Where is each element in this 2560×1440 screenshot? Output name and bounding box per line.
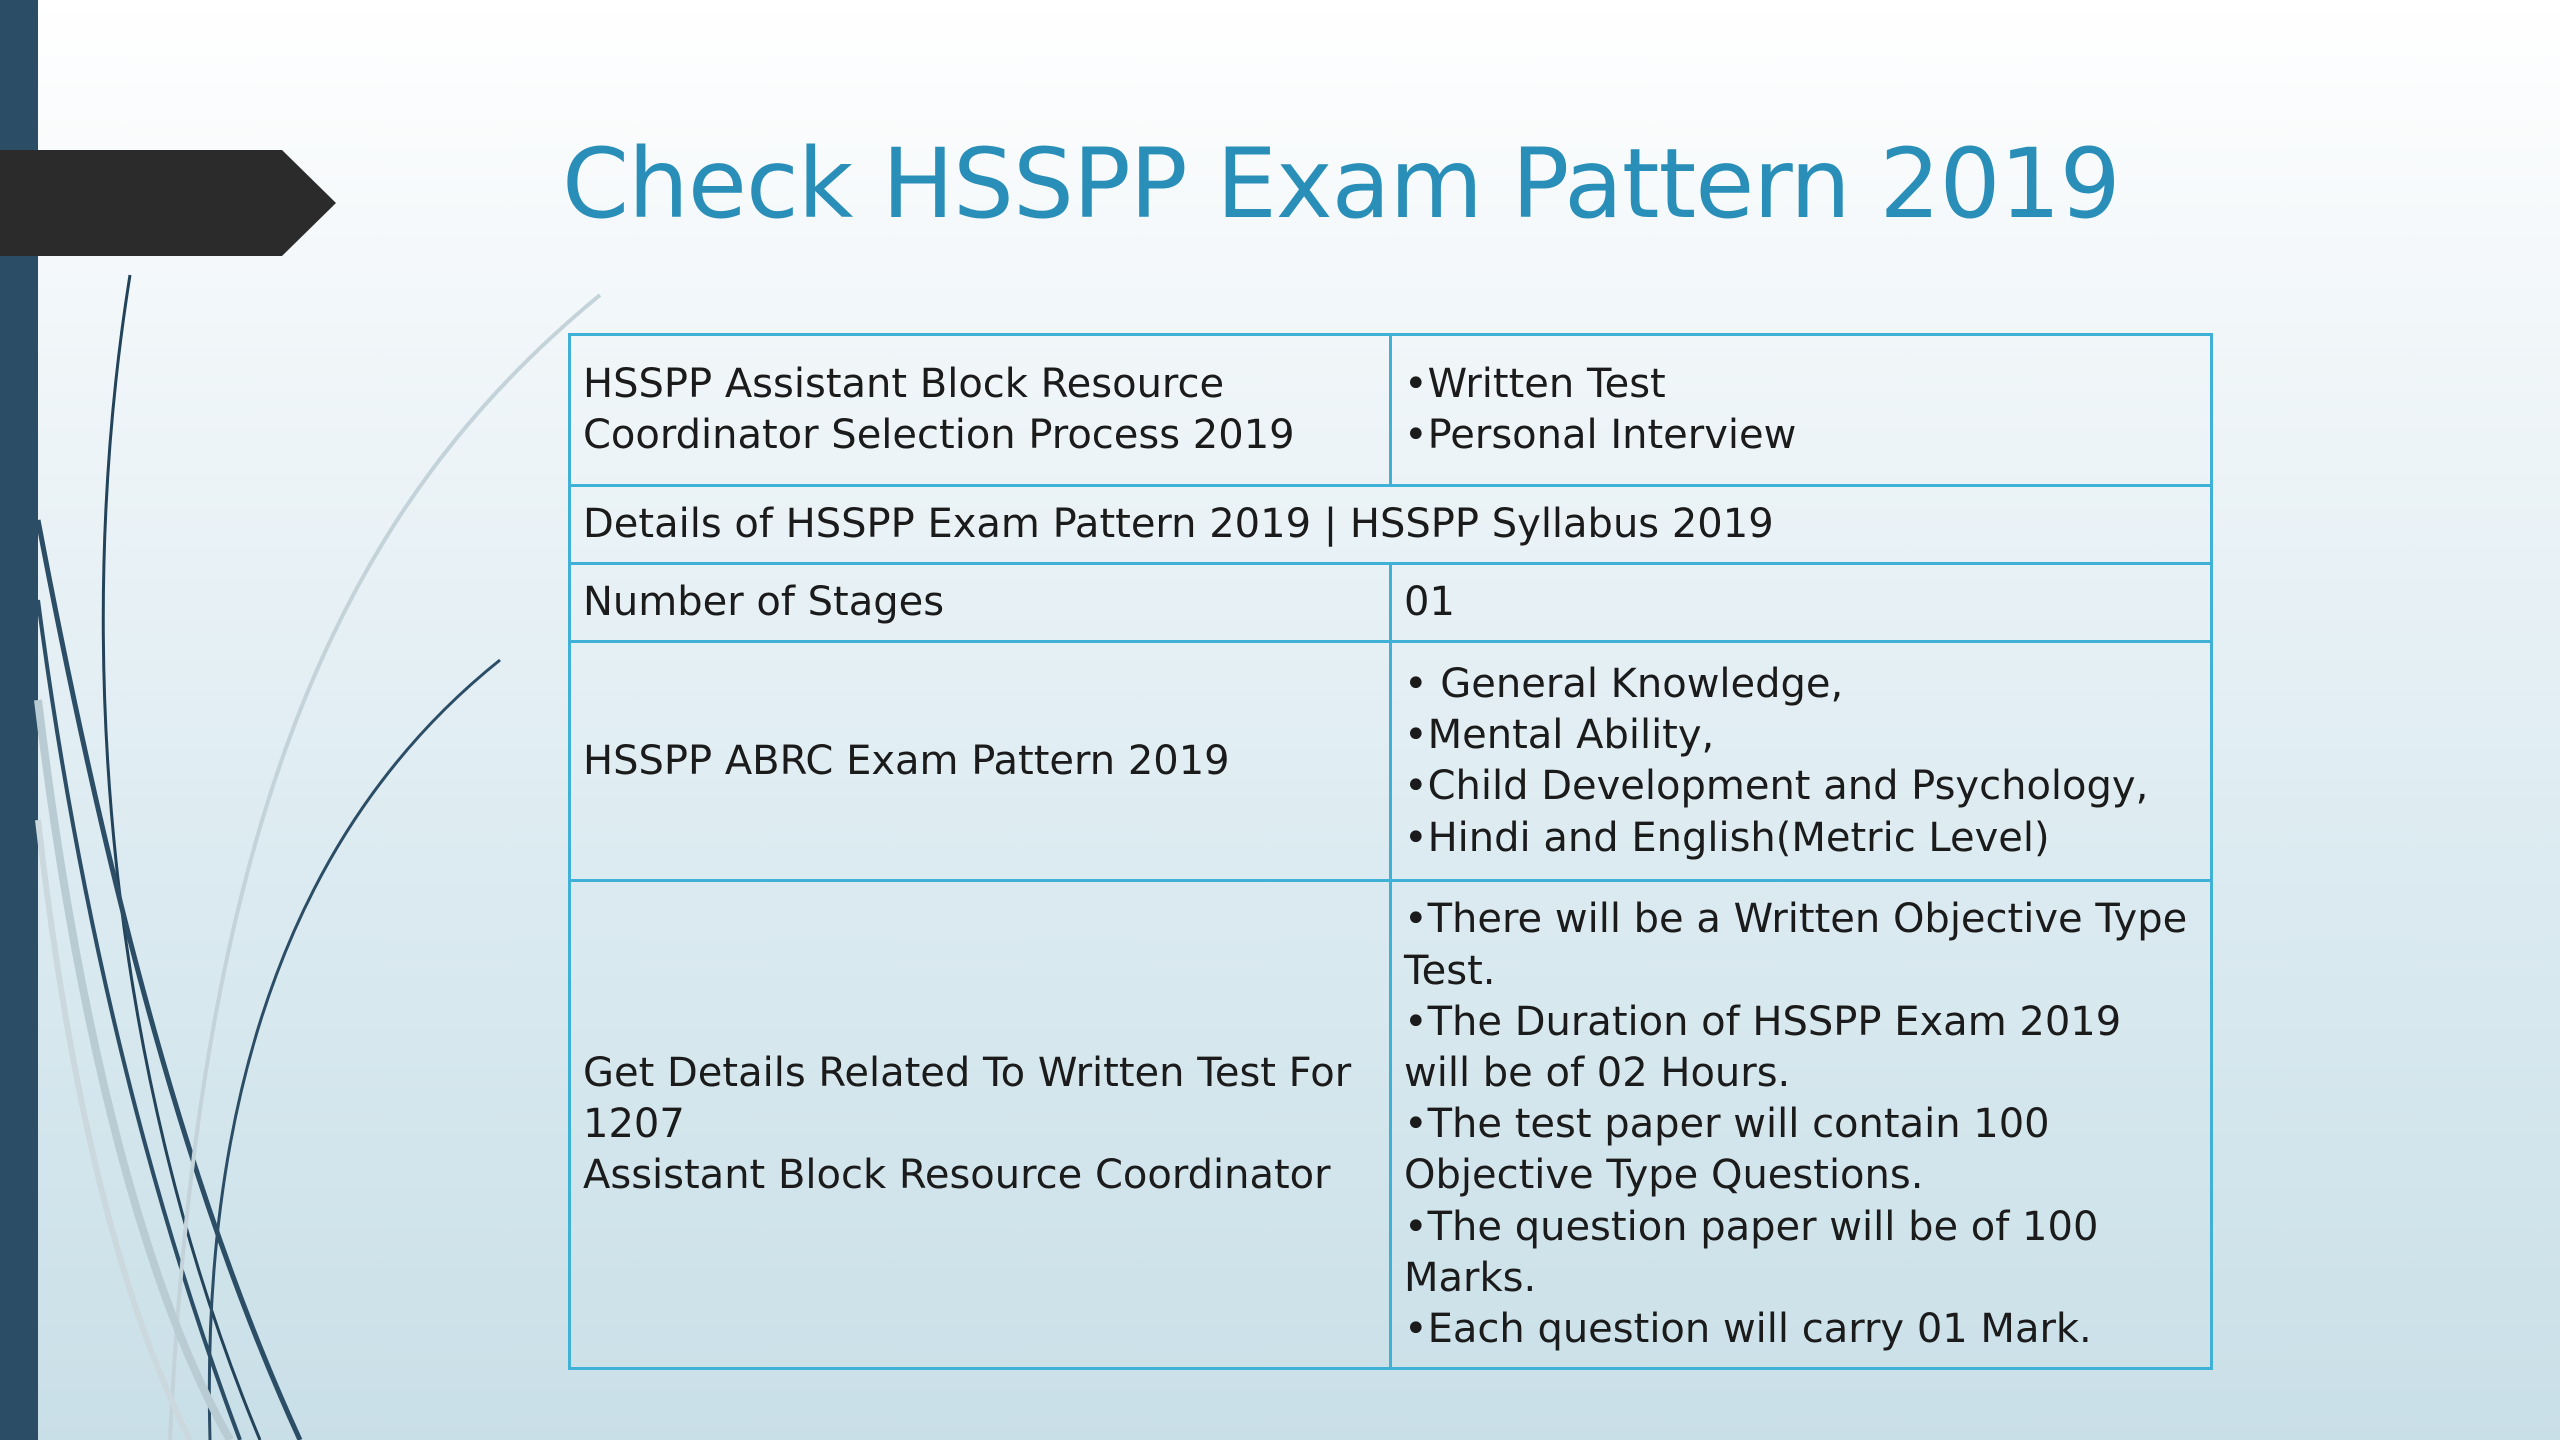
selection-process-item: •Written Test — [1404, 360, 1666, 407]
written-test-detail: •Each question will carry 01 Mark. — [1404, 1305, 2092, 1352]
table-row — [570, 642, 2212, 881]
selection-process-item: •Personal Interview — [1404, 412, 1797, 458]
table-row — [570, 881, 2212, 1369]
stages-label-cell: Number of Stages — [570, 564, 1391, 642]
written-test-label-line: 1207 — [583, 1101, 685, 1148]
table-row — [570, 335, 2212, 486]
written-test-detail: •The test paper will contain 100 Objective Type Questions. — [1404, 1101, 2050, 1199]
selection-process-value-cell — [1391, 335, 2212, 486]
written-test-label-line: Assistant Block Resource Coordinator — [583, 1152, 1331, 1199]
selection-process-label-line: HSSPP Assistant Block Resource — [583, 360, 1225, 407]
exam-pattern-value-cell — [1391, 642, 2212, 881]
exam-pattern-label-cell: HSSPP ABRC Exam Pattern 2019 — [570, 642, 1391, 881]
title-arrow-shape — [0, 150, 336, 256]
written-test-detail: •There will be a Written Objective Type Test. — [1404, 896, 2188, 994]
syllabus-item: •Hindi and English(Metric Level) — [1404, 814, 2050, 861]
selection-process-label-cell — [570, 335, 1391, 486]
details-heading-cell: Details of HSSPP Exam Pattern 2019 | HSSPP Syllabus 2019 — [570, 486, 2212, 564]
syllabus-item: •Mental Ability, — [1404, 712, 1715, 759]
slide-title: Check HSSPP Exam Pattern 2019 — [562, 128, 2120, 240]
table-row — [570, 564, 2212, 642]
written-test-detail: •The question paper will be of 100 Marks. — [1404, 1203, 2099, 1301]
written-test-detail: •The Duration of HSSPP Exam 2019 will be of 02 Hours. — [1404, 998, 2122, 1096]
selection-process-label-line: Coordinator Selection Process 2019 — [583, 412, 1295, 458]
written-test-label-line: Get Details Related To Written Test For — [583, 1049, 1352, 1096]
syllabus-item: •Child Development and Psychology, — [1404, 763, 2149, 810]
stages-value-cell: 01 — [1391, 564, 2212, 642]
table-row — [570, 486, 2212, 564]
written-test-value-cell — [1391, 881, 2212, 1369]
written-test-label-cell — [570, 881, 1391, 1369]
exam-pattern-table — [568, 333, 2213, 1370]
syllabus-item: • General Knowledge, — [1404, 661, 1844, 707]
